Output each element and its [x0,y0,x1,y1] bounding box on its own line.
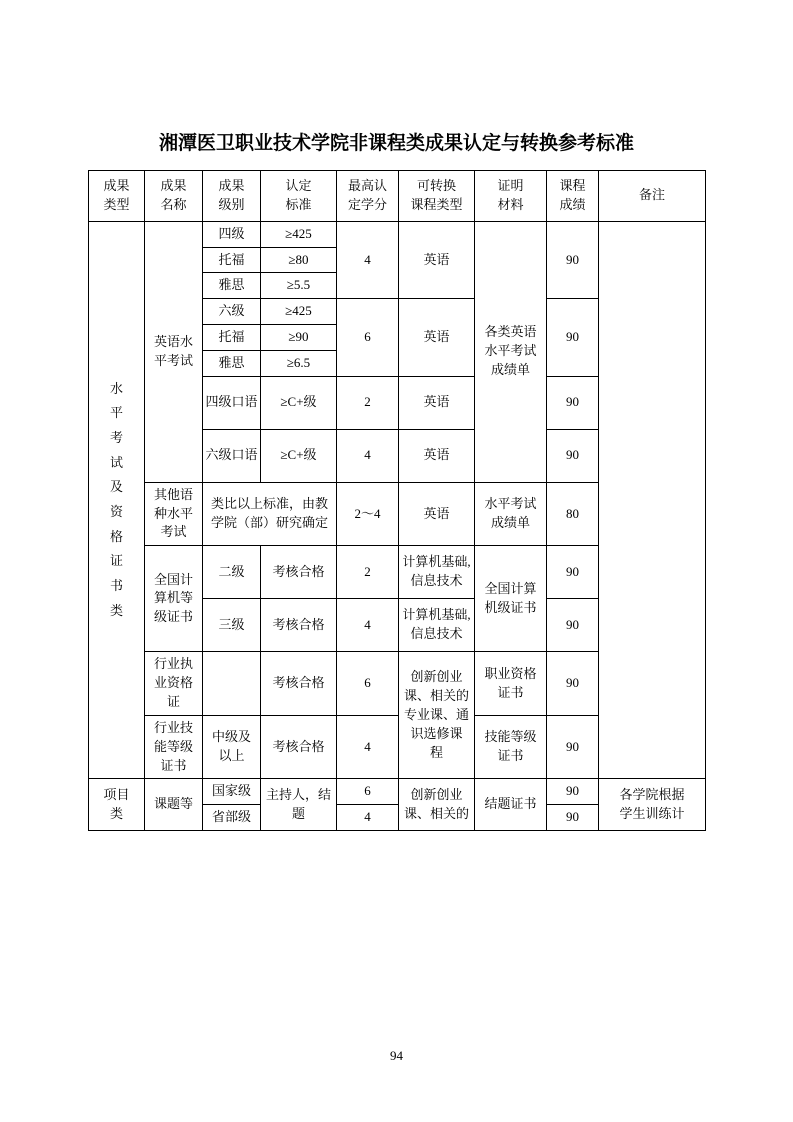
header-cell-name [145,171,203,222]
cell-type-group1: 水 平 考 试 及 资 格 证 书 类 [89,221,145,779]
cell-standard: ≥425 [261,221,337,247]
cell-level: 中级及 以上 [203,715,261,779]
header-line: 材料 [497,196,524,212]
page-number: 94 [390,1048,403,1063]
cell-score: 90 [547,429,599,482]
standards-table [88,170,706,831]
cell-score: 90 [547,805,599,831]
cell-standard: 考核合格 [261,715,337,779]
header-line: 课程类型 [410,196,463,212]
header-line: 成果 [103,178,130,193]
cell-level: 国家级 [203,779,261,805]
cell-course-type: 英语 [399,221,475,299]
cell-name-other-language: 其他语 种水平 考试 [145,482,203,546]
header-line: 认定 [285,178,312,193]
cell-level: 雅思 [203,273,261,299]
cell-level: 六级口语 [203,429,261,482]
header-line: 课程 [559,178,586,193]
cell-standard: ≥C+级 [261,429,337,482]
header-line: 备注 [638,187,665,203]
cell-remark-empty [599,221,706,779]
header-line: 可转换 [416,178,456,193]
cell-name-skill-cert: 行业技 能等级 证书 [145,715,203,779]
cell-name-computer-cert: 全国计 算机等 级证书 [145,546,203,652]
cell-level: 托福 [203,325,261,351]
cell-name-project: 课题等 [145,779,203,831]
cell-course-type: 计算机基础, 信息技术 [399,599,475,652]
cell-level-standard: 类比以上标准，由教学院（部）研究确定 [203,482,337,546]
header-line: 标准 [285,196,312,212]
cell-standard: 主持人，结 题 [261,779,337,831]
cell-standard: ≥425 [261,299,337,325]
header-line: 定学分 [347,196,387,212]
cell-credit: 2 [337,546,399,599]
cell-credit: 2～4 [337,482,399,546]
cell-credit: 4 [337,715,399,779]
cell-score: 90 [547,715,599,779]
cell-standard: ≥90 [261,325,337,351]
cell-proof-computer: 全国计算 机级证书 [475,546,547,652]
cell-standard: 考核合格 [261,652,337,716]
cell-credit: 6 [337,779,399,805]
header-line: 成果 [218,178,245,193]
header-line: 最高认 [347,178,387,193]
header-line: 级别 [218,196,245,212]
cell-standard: 考核合格 [261,546,337,599]
cell-proof-english: 各类英语 水平考试 成绩单 [475,221,547,482]
cell-course-type: 创新创业 课、相关的 [399,779,475,831]
cell-type-group2: 项目 类 [89,779,145,831]
cell-course-type: 计算机基础, 信息技术 [399,546,475,599]
header-cell-type [89,171,145,222]
cell-standard: ≥C+级 [261,376,337,429]
cell-credit: 4 [337,599,399,652]
cell-level: 二级 [203,546,261,599]
cell-level: 六级 [203,299,261,325]
page-title: 湘潭医卫职业技术学院非课程类成果认定与转换参考标准 [158,133,634,154]
cell-level: 四级 [203,221,261,247]
cell-proof-skill: 技能等级 证书 [475,715,547,779]
cell-proof-project: 结题证书 [475,779,547,831]
header-line: 类型 [103,196,130,212]
header-cell-remark [599,171,706,222]
header-line: 名称 [160,196,187,212]
cell-level: 三级 [203,599,261,652]
cell-standard: 考核合格 [261,599,337,652]
cell-credit: 6 [337,299,399,377]
header-cell-standard [261,171,337,222]
cell-credit: 4 [337,805,399,831]
header-line: 成果 [160,178,187,193]
cell-score: 90 [547,299,599,377]
cell-proof-professional: 职业资格 证书 [475,652,547,716]
cell-score: 80 [547,482,599,546]
cell-score: 90 [547,376,599,429]
table-row [89,221,706,247]
cell-name-english-exam: 英语水 平考试 [145,221,203,482]
cell-standard: ≥5.5 [261,273,337,299]
cell-standard: ≥80 [261,247,337,273]
cell-score: 90 [547,221,599,299]
cell-course-type: 英语 [399,429,475,482]
cell-course-type: 创新创业 课、相关的 专业课、通 识选修课 程 [399,652,475,779]
cell-score: 90 [547,779,599,805]
header-cell-level [203,171,261,222]
cell-name-professional-cert: 行业执 业资格 证 [145,652,203,716]
cell-standard: ≥6.5 [261,350,337,376]
cell-course-type: 英语 [399,299,475,377]
header-cell-score [547,171,599,222]
cell-level: 省部级 [203,805,261,831]
cell-course-type: 英语 [399,482,475,546]
table-row [89,779,706,805]
header-line: 成绩 [559,196,586,212]
cell-level: 四级口语 [203,376,261,429]
cell-level: 托福 [203,247,261,273]
cell-remark-project: 各学院根据 学生训练计 [599,779,706,831]
header-cell-proof [475,171,547,222]
header-cell-credit [337,171,399,222]
cell-course-type: 英语 [399,376,475,429]
cell-score: 90 [547,546,599,599]
header-line: 证明 [497,178,524,193]
cell-level-empty [203,652,261,716]
standards-table-wrapper [88,170,705,831]
cell-credit: 2 [337,376,399,429]
cell-score: 90 [547,652,599,716]
cell-credit: 4 [337,221,399,299]
cell-credit: 4 [337,429,399,482]
cell-proof-other-language: 水平考试 成绩单 [475,482,547,546]
table-header-row [89,171,706,222]
header-cell-course-type [399,171,475,222]
cell-score: 90 [547,599,599,652]
cell-credit: 6 [337,652,399,716]
cell-level: 雅思 [203,350,261,376]
